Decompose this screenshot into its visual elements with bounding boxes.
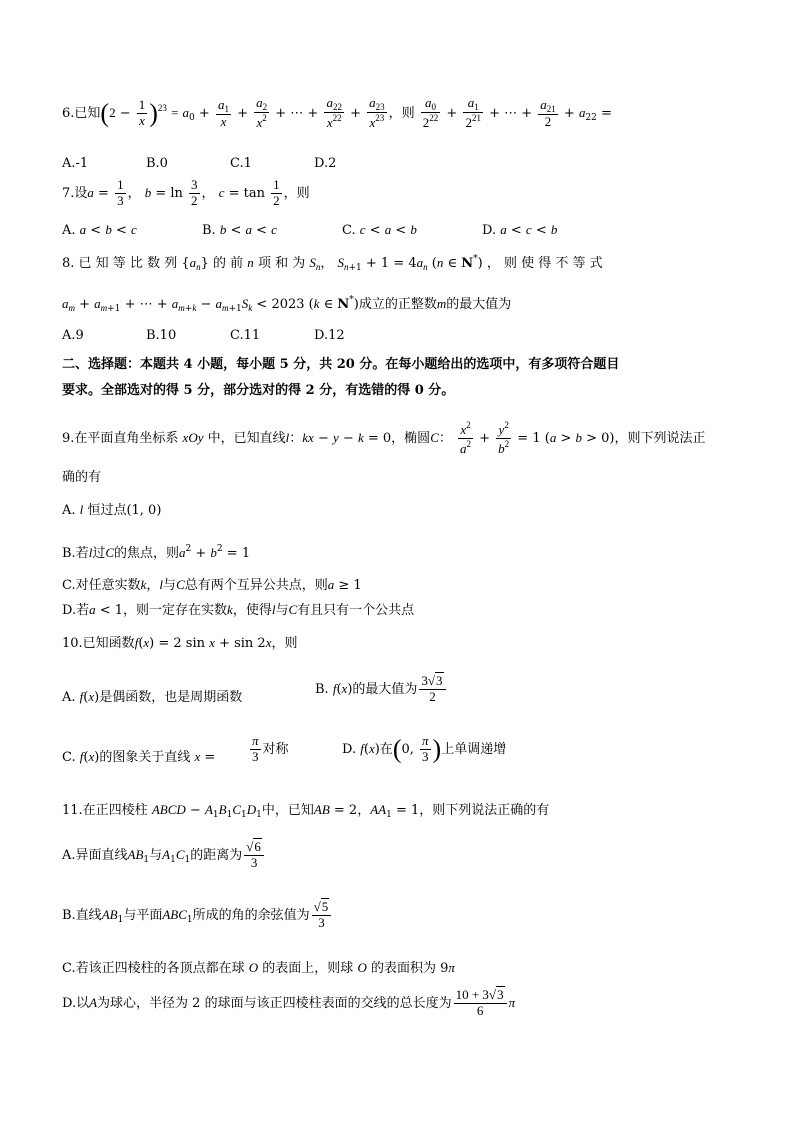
q7-prefix: 7.设 bbox=[62, 185, 88, 201]
q9-option-b: B.若l过C的焦点，则$a^2 + b^2 = 1$ bbox=[62, 544, 251, 561]
question-8-line1: 8. 已 知 等 比 数 列 $\{a_n\}$ 的 前 n 项 和 为 $S_n$， $S_{n+1} + 1 = 4a_n$ (n ∈ N*) ， 则 使 得 不 等 式 bbox=[62, 254, 603, 273]
section-2-heading-line1: 二、选择题：本题共 4 小题，每小题 5 分，共 20 分。在每小题给出的选项中，有多项符合题目 bbox=[62, 357, 620, 372]
q6-option-d: D.2 bbox=[314, 156, 337, 171]
q9-option-d: D.若a < 1，则一定存在实数k，使得l与C有且只有一个公共点 bbox=[62, 602, 415, 618]
question-7: 7.设a = $\frac{1}{3}$ ， b = ln $\frac{3}{2}$ ， c = tan $\frac{1}{2}$ ，则 bbox=[62, 177, 310, 208]
q10-option-c-frac: $\frac{\pi}{3}$ 对称 bbox=[252, 733, 289, 764]
q11-option-a: A.异面直线$AB_1$与$A_1C_1$的距离为 $\frac{√6}{3}$ bbox=[62, 840, 734, 871]
question-11: 11.在正四棱柱 ABCD − $A_1B_1C_1D_1$中，已知AB = 2，$AA_1 = 1$，则下列说法正确的有 bbox=[62, 802, 550, 820]
q10-option-a: A. f(x)是偶函数，也是周期函数 bbox=[62, 689, 243, 705]
q7-option-d: D. a < c < b bbox=[482, 222, 558, 238]
question-8-line2: $a_m + a_{m+1}$ + ⋯ + $a_{m+k} - a_{m+1}S_k < 2023$ (k ∈ N*)成立的正整数m的最大值为 bbox=[62, 295, 512, 314]
question-10: 10.已知函数f(x) = 2 sin x + sin 2x，则 bbox=[62, 635, 298, 651]
q6-prefix: 6.已知 bbox=[62, 106, 101, 122]
q7-tail: ，则 bbox=[283, 185, 310, 201]
q8-option-a: A.9 bbox=[62, 328, 84, 343]
q7-option-b: B. b < a < c bbox=[202, 222, 277, 238]
question-9: 9.在平面直角坐标系 xOy 中，已知直线l：kx − y − k = 0，椭圆C： $\frac{x^2}{a^2}$ + $\frac{y^2}{b^2}$ = 1 (a > b > 0)，则下列说法正 bbox=[62, 420, 706, 456]
q11-option-c: C.若该正四棱柱的各顶点都在球 O 的表面上，则球 O 的表面积为 9π bbox=[62, 960, 455, 976]
section-2-heading-line2: 要求。全部选对的得 5 分，部分选对的得 2 分，有选错的得 0 分。 bbox=[62, 383, 455, 398]
q9-option-c: C.对任意实数k，l与C总有两个互异公共点，则a ≥ 1 bbox=[62, 577, 362, 593]
q11-option-d: D.以A为球心，半径为 2 的球面与该正四棱柱表面的交线的总长度为 $\frac{10 + 3√3}{6}$ π bbox=[62, 987, 516, 1018]
q8-option-d: D.12 bbox=[314, 328, 345, 343]
q9-line2: 确的有 bbox=[62, 470, 102, 485]
q8-option-c: C.11 bbox=[230, 328, 261, 343]
q8-option-b: B.10 bbox=[146, 328, 177, 343]
q6-options bbox=[62, 156, 734, 171]
q10-option-d: D. f(x)在(0, $\frac{\pi}{3}$ )上单调递增 bbox=[342, 733, 507, 764]
q7-option-c: C. c < a < b bbox=[342, 222, 417, 238]
q10-option-b: B. f(x)的最大值为 $\frac{3√3}{2}$ bbox=[315, 674, 448, 705]
question-6: 6.已知(2 − $\frac{1}{x}$ )$^{23} = a_0$ + $\frac{a_1}{x}$ + $\frac{a_2}{x^2}$ + ⋯ + $\frac{a_{22}}{x^{22}}$ + $\frac{a_{23}}{x^{23}}$ ，则 $\frac{a_0}{2^{22}}$ + $\frac{a_1}{2^{21}}$ + ⋯ + $\frac{a_{21}}{2}$ + $a_{22}$ = bbox=[62, 95, 612, 131]
q6-tail: ，则 bbox=[388, 106, 415, 122]
q7-option-a: A. a < b < c bbox=[62, 222, 137, 238]
q6-option-a: A.-1 bbox=[62, 156, 89, 171]
q6-option-c: C.1 bbox=[230, 156, 252, 171]
q11-option-b: B.直线$AB_1$与平面$ABC_1$所成的角的余弦值为 $\frac{√5}{3}$ bbox=[62, 900, 734, 931]
q9-option-a: A. l 恒过点(1, 0) bbox=[62, 502, 162, 518]
q8-options bbox=[62, 328, 734, 343]
q10-option-c: C. f(x)的图象关于直线 x = bbox=[62, 749, 216, 765]
q6-option-b: B.0 bbox=[146, 156, 168, 171]
